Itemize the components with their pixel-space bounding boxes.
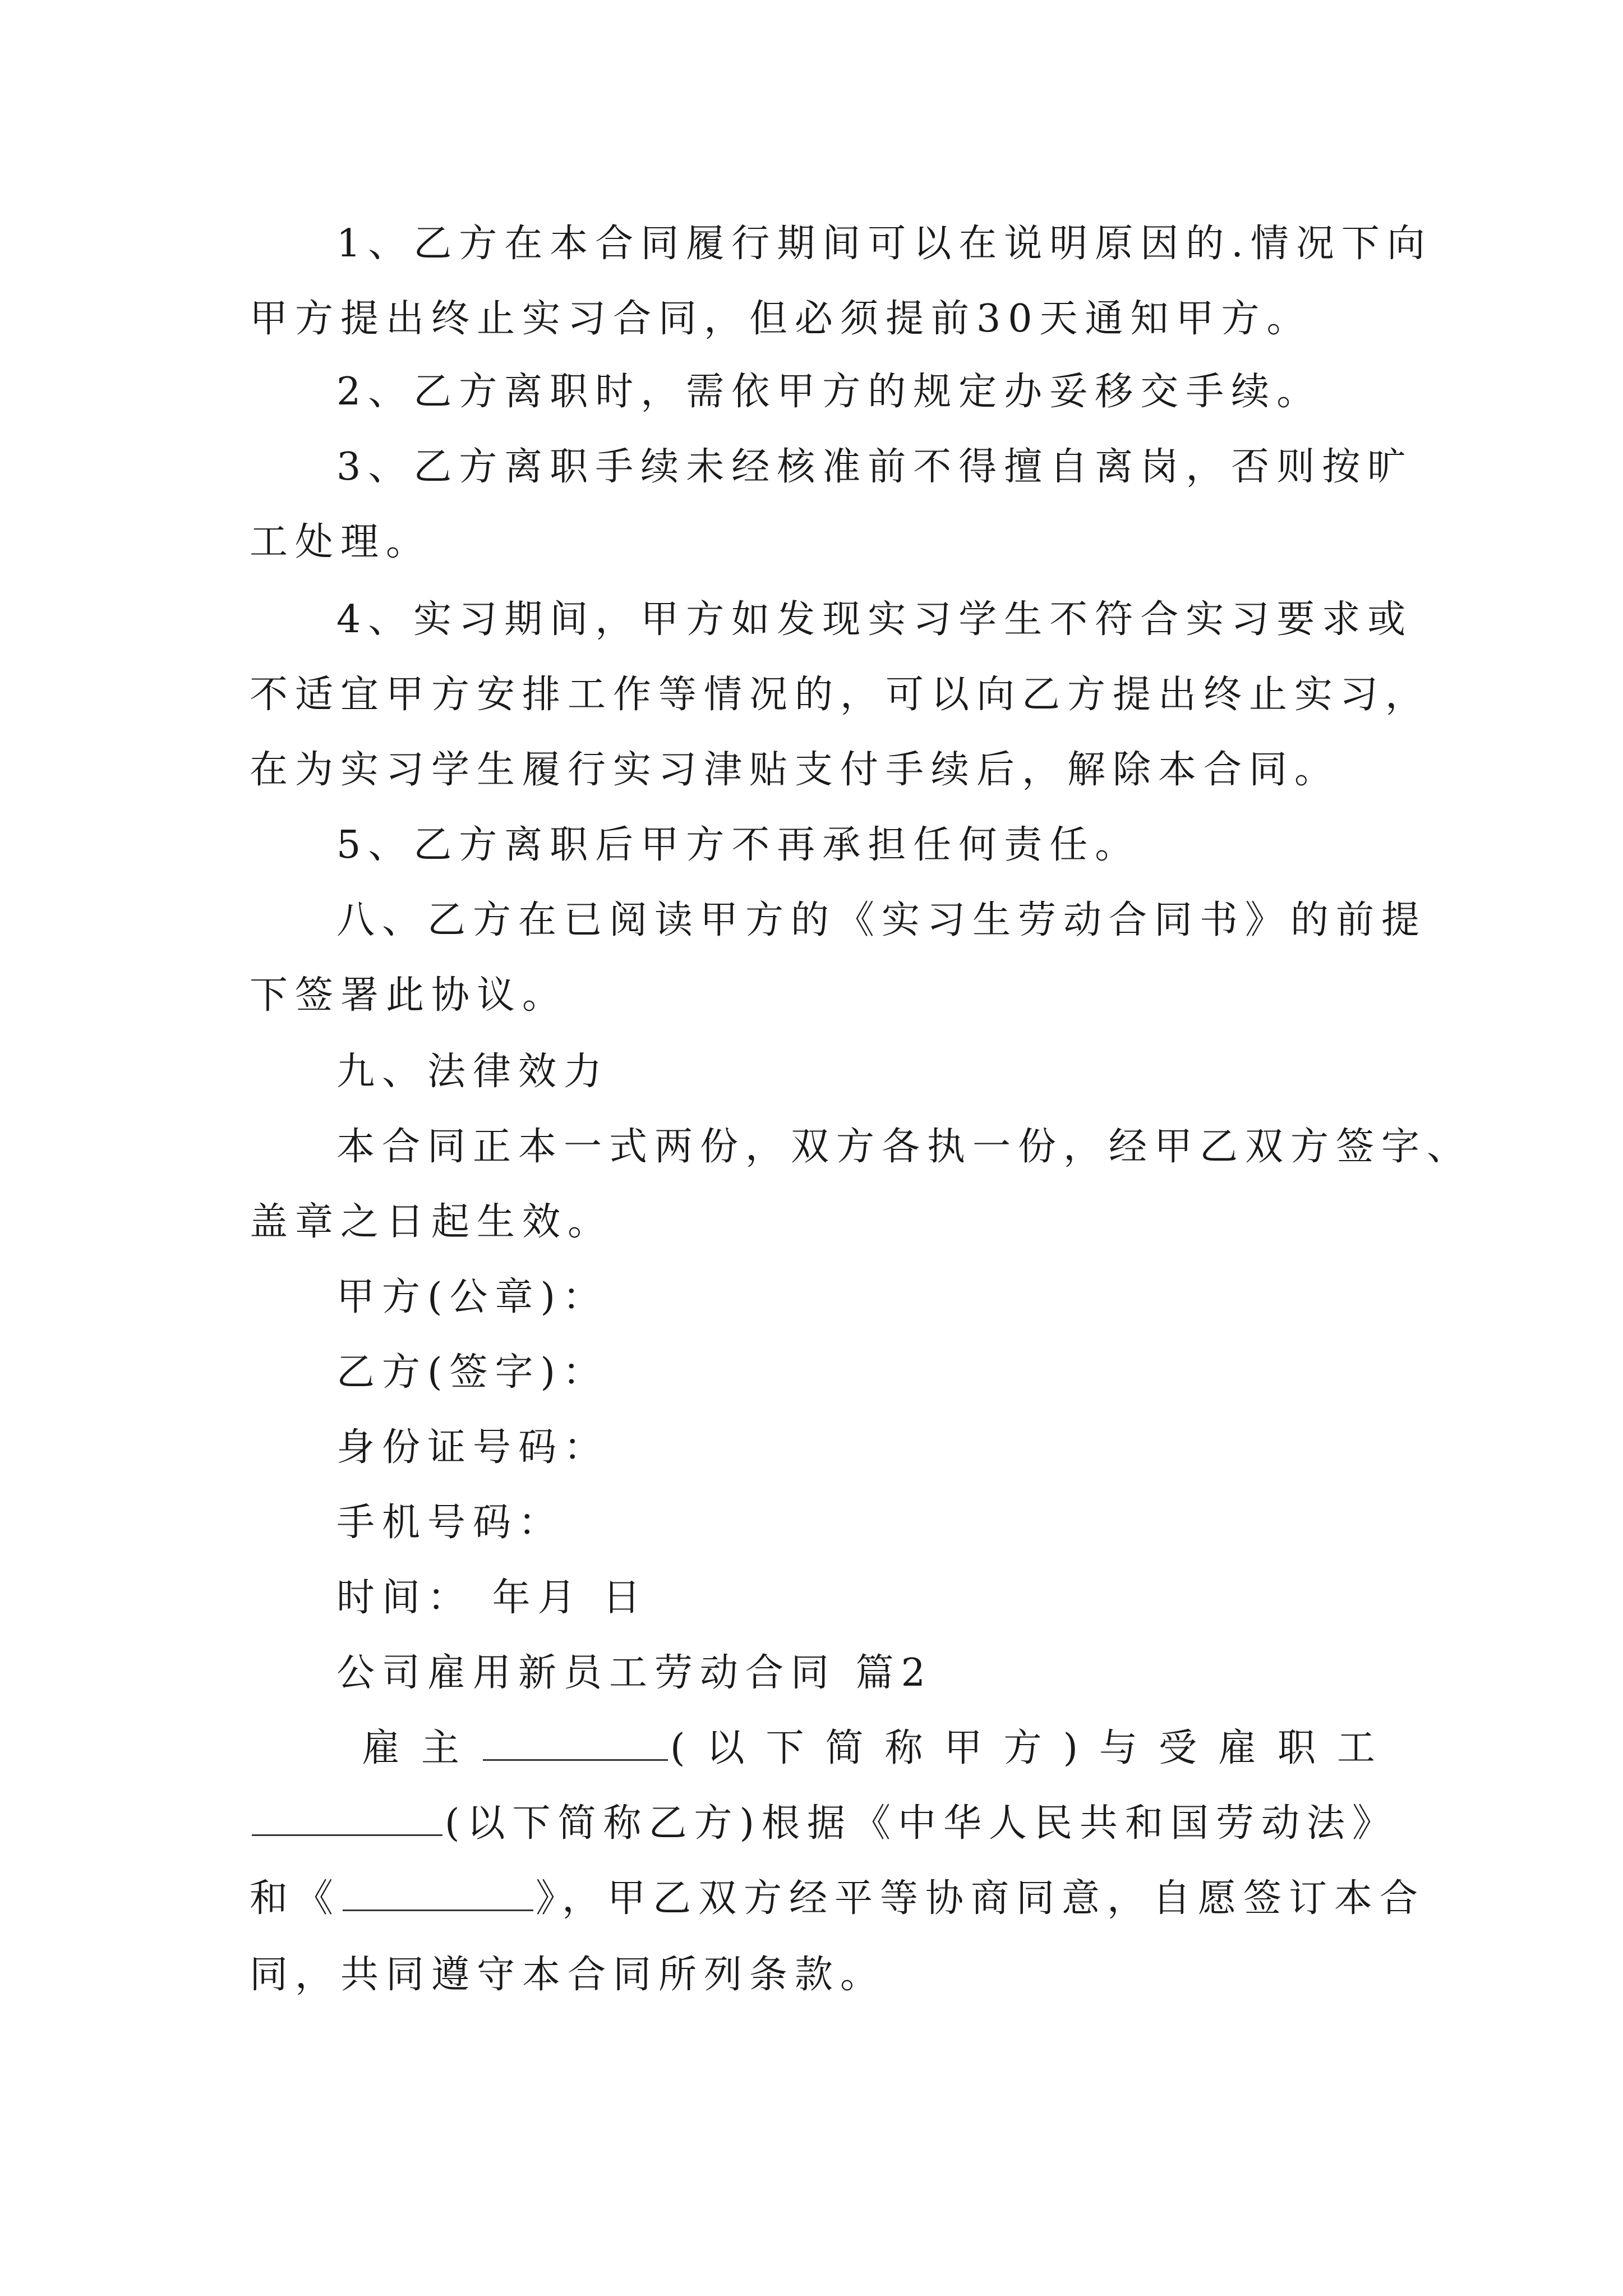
employer-name-blank (483, 1724, 668, 1761)
clause-7-item-2: 2、乙方离职时，需依甲方的规定办妥移交手续。 (336, 370, 1322, 414)
clause-7-item-4-line-3: 在为实习学生履行实习津贴支付手续后，解除本合同。 (250, 748, 1340, 792)
clause-7-item-3-line-1: 3、乙方离职手续未经核准前不得擅自离岗，否则按旷 (336, 445, 1413, 489)
contract-intro-line-3 (250, 1868, 1426, 1930)
clause-9-line-1: 本合同正本一式两份，双方各执一份，经甲乙双方签字、 (336, 1125, 1473, 1169)
employee-party-text: (以下简称乙方)根据《中华人民共和国劳动法》 (445, 1801, 1398, 1846)
section-heading-article-2: 公司雇用新员工劳动合同 篇2 (336, 1651, 933, 1695)
contract-intro-line-4: 同，共同遵守本合同所列条款。 (250, 1953, 886, 1997)
date-label: 时间： 年月 日 (336, 1576, 648, 1620)
contract-intro-line-1 (362, 1718, 1382, 1779)
clause-7-item-4-line-2: 不适宜甲方安排工作等情况的，可以向乙方提出终止实习， (250, 673, 1431, 717)
id-number-label: 身份证号码： (336, 1425, 610, 1470)
clause-7-item-1-line-1: 1、乙方在本合同履行期间可以在说明原因的.情况下向 (336, 222, 1432, 266)
clause-8-line-1: 八、乙方在已阅读甲方的《实习生劳动合同书》的前提 (336, 898, 1427, 942)
law-reference-open: 和《 (250, 1876, 341, 1921)
contract-intro-line-2 (250, 1793, 1398, 1855)
clause-7-item-1-line-2: 甲方提出终止实习合同，但必须提前30天通知甲方。 (250, 297, 1312, 341)
party-b-signature-label: 乙方(签字)： (336, 1350, 608, 1395)
clause-9-line-2: 盖章之日起生效。 (250, 1200, 614, 1244)
law-reference-text: 》，甲乙双方经平等协商同意，自愿签订本合 (536, 1876, 1426, 1921)
party-a-seal-label: 甲方(公章)： (336, 1275, 608, 1319)
phone-number-label: 手机号码： (336, 1501, 564, 1545)
clause-8-line-2: 下签署此协议。 (250, 973, 568, 1018)
employer-label: 雇主 (362, 1726, 481, 1770)
clause-7-item-4-line-1: 4、实习期间，甲方如发现实习学生不符合实习要求或 (336, 597, 1413, 642)
clause-7-item-3-line-2: 工处理。 (250, 520, 432, 564)
law-name-blank (343, 1875, 533, 1911)
clause-7-item-5: 5、乙方离职后甲方不再承担任何责任。 (336, 823, 1141, 867)
employer-party-text: (以下简称甲方)与受雇职工 (670, 1726, 1382, 1770)
clause-9-heading: 九、法律效力 (336, 1050, 610, 1094)
employee-name-blank (252, 1800, 442, 1836)
